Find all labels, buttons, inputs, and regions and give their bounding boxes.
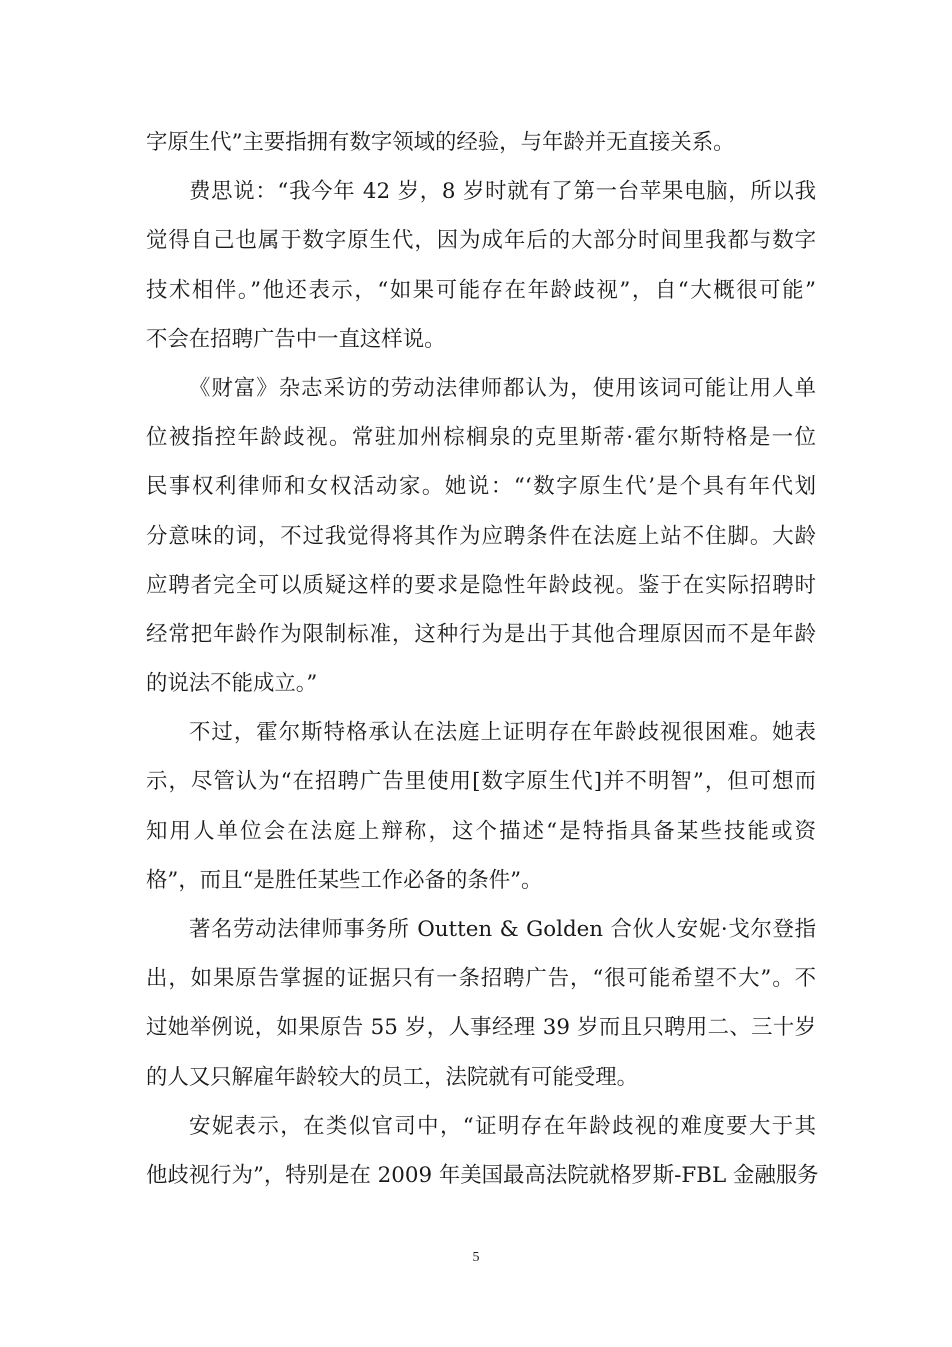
text-line: 《财富》杂志采访的劳动法律师都认为，使用该词可能让用人单 [189,375,816,401]
text-line: 不会在招聘广告中一直这样说。 [146,326,446,352]
text-line: 安妮表示，在类似官司中，“证明存在年龄歧视的难度要大于其 [189,1113,816,1139]
text-line: 过她举例说，如果原告 55 岁，人事经理 39 岁而且只聘用二、三十岁 [146,1015,816,1041]
text-line: 他歧视行为”，特别是在 2009 年美国最高法院就格罗斯-FBL 金融服务 [146,1162,819,1188]
body-text [146,118,819,1200]
text-line: 分意味的词，不过我觉得将其作为应聘条件在法庭上站不住脚。大龄 [146,523,816,549]
text-line: 费思说：“我今年 42 岁，8 岁时就有了第一台苹果电脑，所以我 [189,179,816,205]
text-line: 不过，霍尔斯特格承认在法庭上证明存在年龄歧视很困难。她表 [189,720,816,746]
page-number: 5 [472,1250,480,1265]
text-line: 民事权利律师和女权活动家。她说：“‘数字原生代’是个具有年代划 [146,474,816,500]
text-line: 位被指控年龄歧视。常驻加州棕榈泉的克里斯蒂·霍尔斯特格是一位 [146,425,816,451]
text-line: 应聘者完全可以质疑这样的要求是隐性年龄歧视。鉴于在实际招聘时 [146,572,816,598]
text-line: 的人又只解雇年龄较大的员工，法院就有可能受理。 [146,1064,638,1090]
text-line: 示，尽管认为“在招聘广告里使用[数字原生代]并不明智”，但可想而 [146,769,816,795]
text-line: 技术相伴。”他还表示，“如果可能存在年龄歧视”，自“大概很可能” [146,277,816,303]
text-line: 格”，而且“是胜任某些工作必备的条件”。 [146,867,543,893]
text-line: 的说法不能成立。” [146,671,318,697]
text-line: 字原生代”主要指拥有数字领域的经验，与年龄并无直接关系。 [146,130,735,155]
text-line: 觉得自己也属于数字原生代，因为成年后的大部分时间里我都与数字 [146,228,816,254]
text-line: 著名劳动法律师事务所 Outten & Golden 合伙人安妮·戈尔登指 [189,917,816,942]
text-line: 经常把年龄作为限制标准，这种行为是出于其他合理原因而不是年龄 [146,621,816,647]
text-line: 知用人单位会在法庭上辩称，这个描述“是特指具备某些技能或资 [146,818,816,844]
text-line: 出，如果原告掌握的证据只有一条招聘广告，“很可能希望不大”。不 [146,966,816,992]
